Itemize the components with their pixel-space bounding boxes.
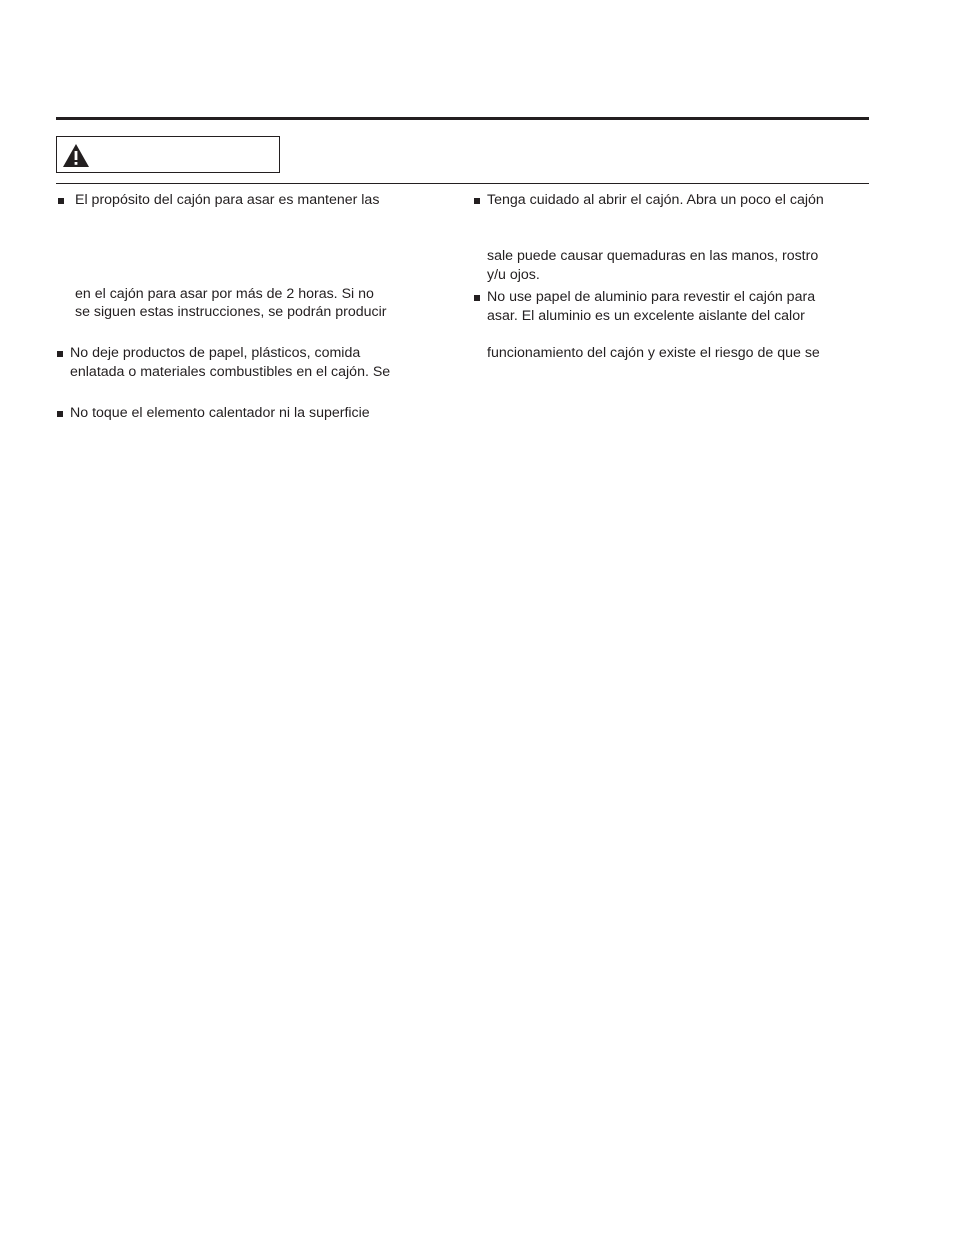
left-item2-line2: enlatada o materiales combustibles en el cajón. Se (70, 364, 391, 380)
square-bullet-icon (57, 351, 63, 357)
square-bullet-icon (474, 295, 480, 301)
section-rule (56, 183, 869, 184)
left-item3-line1: No toque el elemento calentador ni la superficie (70, 405, 370, 421)
right-item2-line1: No use papel de aluminio para revestir el cajón para (487, 289, 816, 305)
warning-triangle-icon (62, 143, 90, 168)
right-item2-line3: funcionamiento del cajón y existe el riesgo de que se (487, 345, 820, 361)
top-rule (56, 117, 869, 120)
left-item1-line3: se siguen estas instrucciones, se podrán producir (75, 304, 387, 320)
right-item2-line2: asar. El aluminio es un excelente aislante del calor (487, 308, 805, 324)
right-item1-line1: Tenga cuidado al abrir el cajón. Abra un poco el cajón (487, 192, 824, 208)
square-bullet-icon (58, 198, 64, 204)
left-item1-line2: en el cajón para asar por más de 2 horas. Si no (75, 286, 374, 302)
right-item1-line2: sale puede causar quemaduras en las manos, rostro (487, 248, 819, 264)
square-bullet-icon (474, 198, 480, 204)
right-item1-line3: y/u ojos. (487, 267, 540, 283)
square-bullet-icon (57, 411, 63, 417)
left-item1-line1: El propósito del cajón para asar es mantener las (75, 192, 380, 208)
left-item2-line1: No deje productos de papel, plásticos, comida (70, 345, 361, 361)
warning-box (56, 136, 280, 173)
